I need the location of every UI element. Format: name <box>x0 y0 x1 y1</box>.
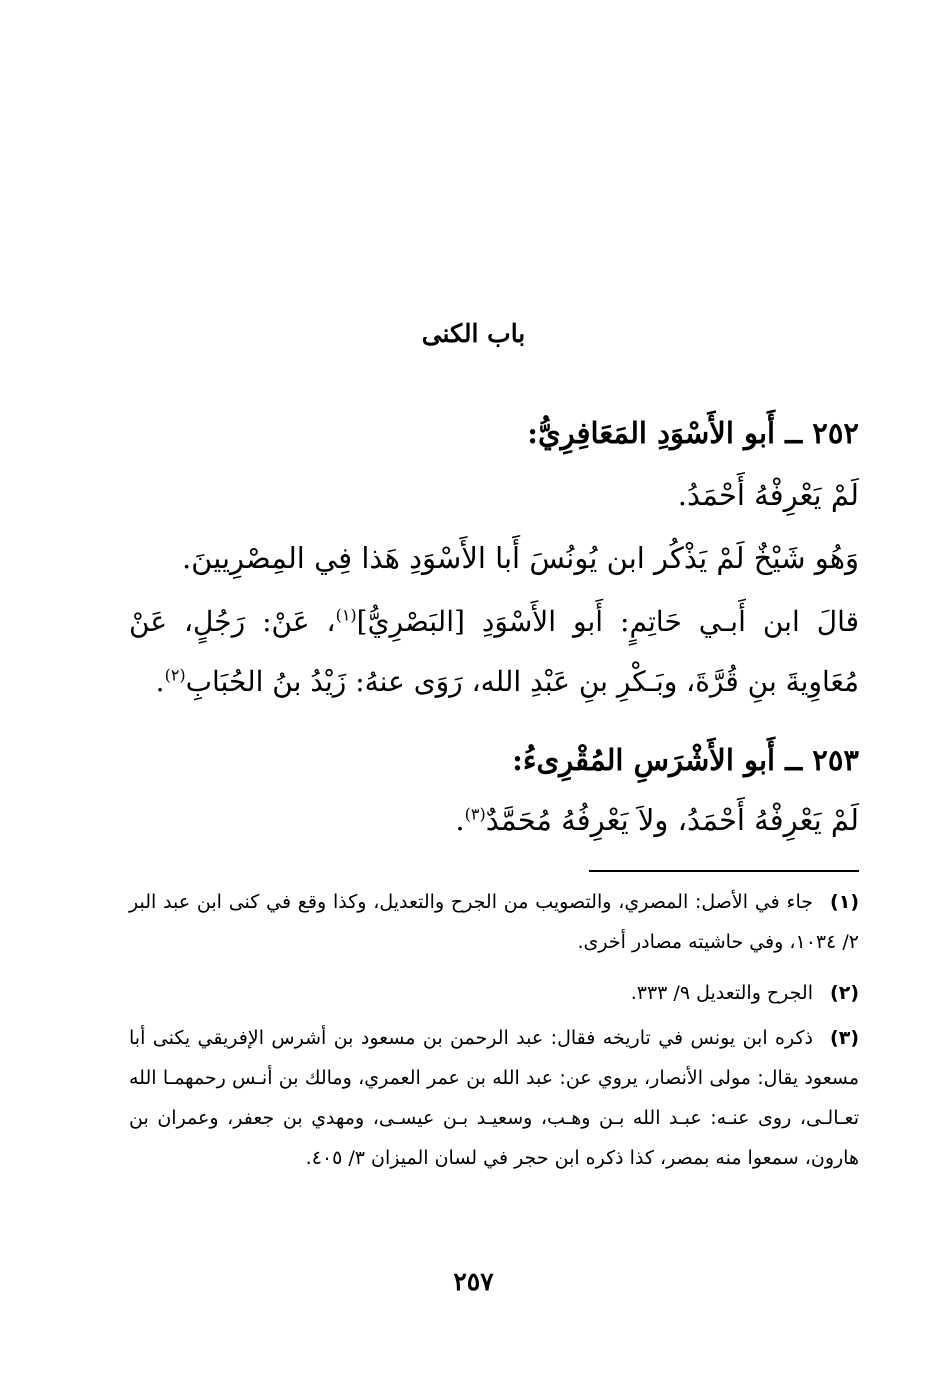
footnote-1-text: جاء في الأصل: المصري، والتصويب من الجرح والتعديل، وكذا وقع في كنى ابن عبد البر ٢/ ١٠٣٤، وفي حاشيته مصادر أخرى. <box>129 891 859 953</box>
entry-heading-252: ٢٥٢ ــ أَبو الأَسْوَدِ المَعَافِرِيُّ: <box>527 416 859 450</box>
entry-252-paragraph <box>129 592 859 712</box>
entry-253-line-1-part-a: لَمْ يَعْرِفْهُ أَحْمَدُ، ولاَ يَعْرِفُهُ مُحَمَّدٌ <box>485 803 859 837</box>
entry-253-line-1-part-b: . <box>455 803 465 837</box>
footnote-3-number: (٣) <box>830 1027 859 1049</box>
entry-252-paragraph-part-c: . <box>155 665 165 698</box>
footnote-3-text: ذكره ابن يونس في تاريخه فقال: عبد الرحمن بن مسعود بن أشرس الإفريقي يكنى أبا مسعود يقال: مولى الأنصار، يروي عن: عبد الله بن عمر العمري، ومالك بن أنـس رحمهمـا الله تعـالـى، روى عنـه: عبـد الله بـن وهـب، وسعيـد بـن عيسـى، ومهدي بن جعفر، وعمران بن هارون، سمعوا منه بمصر، كذا ذكره ابن حجر في لسان الميزان ٣/ ٤٠٥. <box>129 1027 859 1169</box>
footnote-divider <box>589 870 859 872</box>
page-number: ٢٥٧ <box>453 1267 494 1296</box>
entry-252-line-1: لَمْ يَعْرِفْهُ أَحْمَدُ. <box>677 478 859 512</box>
entry-253-line-1 <box>455 795 859 845</box>
chapter-title: باب الكنى <box>421 319 526 348</box>
footnote-ref-2[interactable]: (٢) <box>164 665 186 685</box>
footnote-ref-1[interactable]: (١) <box>335 605 357 625</box>
footnote-2-text: الجرح والتعديل ٩/ ٣٣٣. <box>630 982 813 1004</box>
footnote-3 <box>129 1018 859 1178</box>
footnote-2-number: (٢) <box>830 982 859 1004</box>
entry-252-paragraph-part-b: ، عَنْ: رَجُلٍ، عَنْ مُعَاوِيةَ بنِ قُرَّةَ، وبَـكْرِ بنِ عَبْدِ الله، رَوَى عنهُ: زَيْدُ بنُ الحُبَابِ <box>129 605 859 698</box>
entry-252-paragraph-part-a: قالَ ابن أَبـي حَاتِمٍ: أَبو الأَسْوَدِ [البَصْرِيُّ] <box>356 605 859 638</box>
footnote-ref-3[interactable]: (٣) <box>464 804 486 824</box>
footnote-1-number: (١) <box>830 891 859 913</box>
footnote-2 <box>129 973 859 1013</box>
entry-252-line-2: وَهُو شَيْخٌ لَمْ يَذْكُر ابن يُونُسَ أَبا الأَسْوَدِ هَذا فِي المِصْرِيينَ. <box>181 541 859 575</box>
footnote-1 <box>129 882 859 962</box>
entry-heading-253: ٢٥٣ ــ أَبو الأَشْرَسِ المُقْرِىءُ: <box>512 743 859 777</box>
